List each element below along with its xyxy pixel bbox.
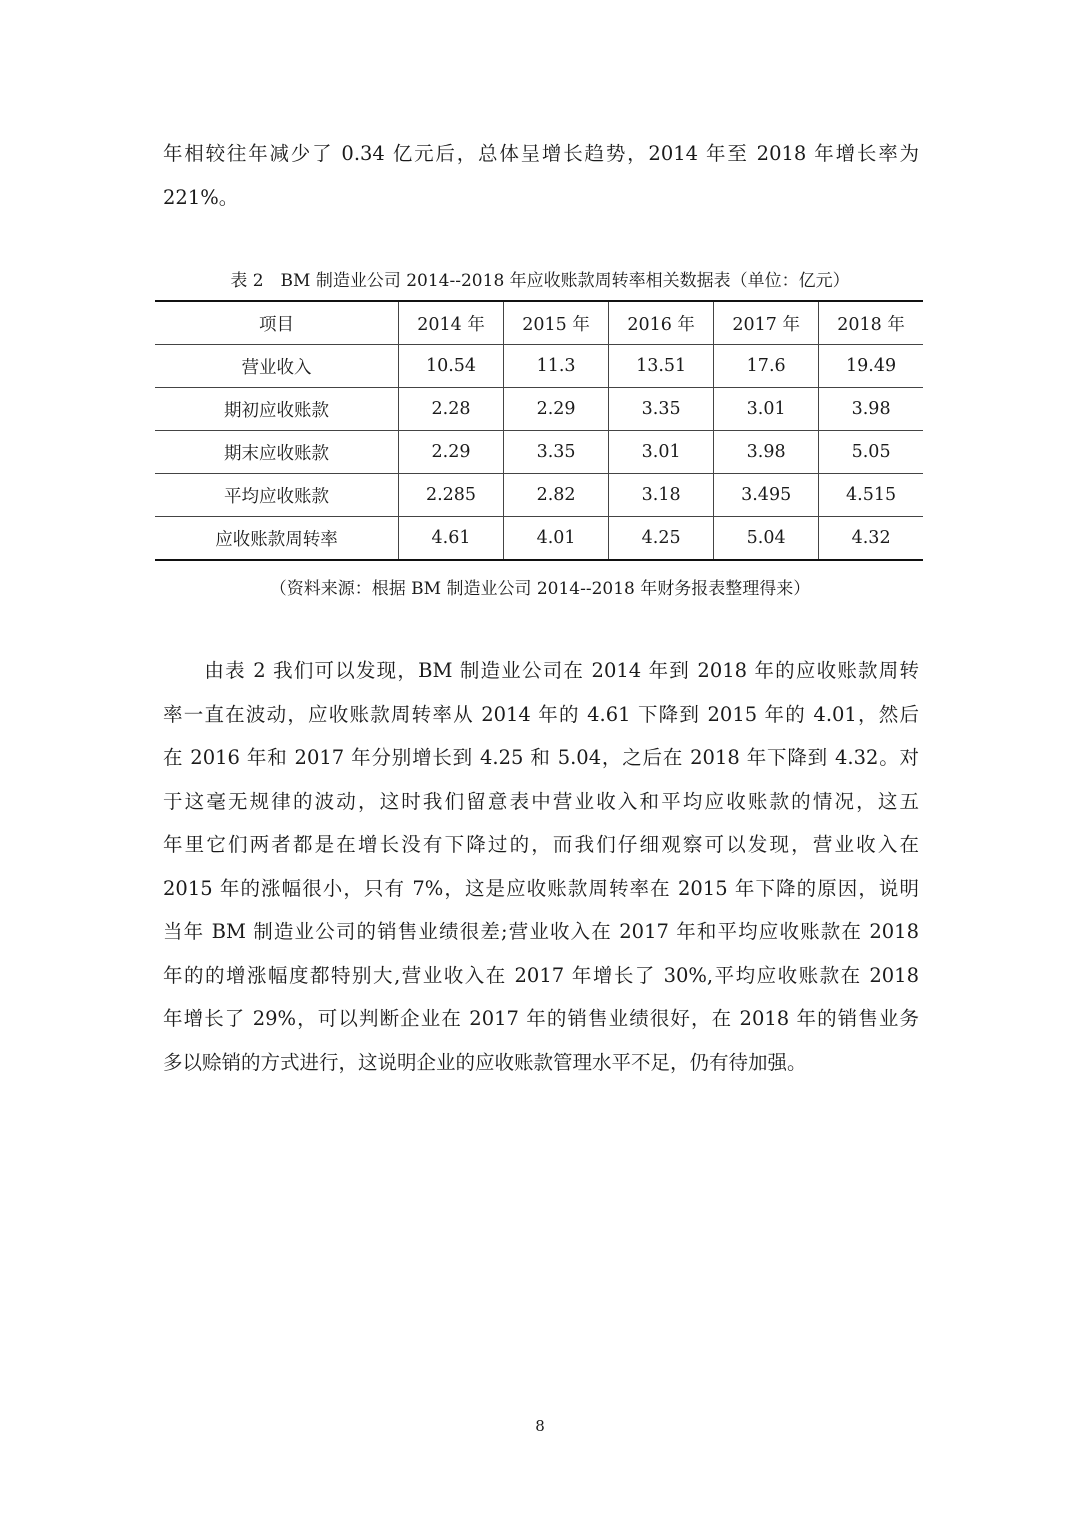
- table-cell: 2.285: [399, 474, 504, 517]
- row-label: 期末应收账款: [155, 431, 399, 474]
- analysis-line: 多以赊销的方式进行，这说明企业的应收账款管理水平不足，仍有待加强。: [163, 1050, 807, 1074]
- analysis-line: 年的的增涨幅度都特别大,营业收入在 2017 年增长了 30%,平均应收账款在 2018: [163, 963, 919, 987]
- table-row-opening-receivables: [155, 388, 923, 431]
- table-cell: 19.49: [819, 345, 923, 388]
- table-cell: 5.04: [714, 517, 819, 561]
- table-cell: 3.495: [714, 474, 819, 517]
- intro-line: 221%。: [163, 185, 239, 209]
- analysis-line: 2015 年的涨幅很小，只有 7%，这是应收账款周转率在 2015 年下降的原因，说明: [163, 876, 919, 900]
- table-source-note: （资料来源：根据 BM 制造业公司 2014--2018 年财务报表整理得来）: [269, 579, 811, 599]
- analysis-line: 年增长了 29%，可以判断企业在 2017 年的销售业绩很好，在 2018 年的销售业务: [163, 1007, 919, 1030]
- table-caption: 表 2 BM 制造业公司 2014--2018 年应收账款周转率相关数据表（单位：亿元）: [230, 271, 850, 291]
- table-cell: 13.51: [609, 345, 714, 388]
- table-cell: 3.35: [504, 431, 609, 474]
- table-row-revenue: [155, 345, 923, 388]
- table-cell: 11.3: [504, 345, 609, 388]
- table-cell: 5.05: [819, 431, 923, 474]
- table-cell: 4.61: [399, 517, 504, 561]
- table-row-closing-receivables: [155, 431, 923, 474]
- table-cell: 17.6: [714, 345, 819, 388]
- row-label: 平均应收账款: [155, 474, 399, 517]
- row-label: 期初应收账款: [155, 388, 399, 431]
- table-row-average-receivables: [155, 474, 923, 517]
- header-item: 项目: [155, 301, 399, 345]
- table-cell: 3.98: [714, 431, 819, 474]
- table-cell: 2.29: [399, 431, 504, 474]
- intro-line: 年相较往年减少了 0.34 亿元后，总体呈增长趋势，2014 年至 2018 年增长率为: [163, 142, 919, 165]
- table-cell: 3.35: [609, 388, 714, 431]
- table-cell: 2.28: [399, 388, 504, 431]
- table-cell: 4.01: [504, 517, 609, 561]
- row-label: 营业收入: [155, 345, 399, 388]
- analysis-line: 当年 BM 制造业公司的销售业绩很差;营业收入在 2017 年和平均应收账款在 2018: [163, 920, 919, 943]
- table-cell: 2.82: [504, 474, 609, 517]
- table-cell: 4.515: [819, 474, 923, 517]
- table-cell: 4.32: [819, 517, 923, 561]
- header-year-2016: 2016 年: [609, 301, 714, 345]
- table-cell: 4.25: [609, 517, 714, 561]
- page-number: 8: [535, 1417, 545, 1435]
- table-cell: 3.18: [609, 474, 714, 517]
- table-row-turnover-rate: [155, 517, 923, 561]
- analysis-line: 年里它们两者都是在增长没有下降过的，而我们仔细观察可以发现，营业收入在: [163, 833, 919, 856]
- header-year-2015: 2015 年: [504, 301, 609, 345]
- intro-paragraph: [163, 132, 919, 219]
- table-cell: 10.54: [399, 345, 504, 388]
- analysis-line: 率一直在波动，应收账款周转率从 2014 年的 4.61 下降到 2015 年的 4.01，然后: [163, 702, 919, 726]
- analysis-line: 于这毫无规律的波动，这时我们留意表中营业收入和平均应收账款的情况，这五: [163, 789, 919, 813]
- header-year-2014: 2014 年: [399, 301, 504, 345]
- table-cell: 3.98: [819, 388, 923, 431]
- analysis-line: 在 2016 年和 2017 年分别增长到 4.25 和 5.04，之后在 2018 年下降到 4.32。对: [163, 746, 919, 769]
- header-year-2018: 2018 年: [819, 301, 923, 345]
- table-header-row: [155, 301, 923, 345]
- table-cell: 3.01: [609, 431, 714, 474]
- analysis-line: 由表 2 我们可以发现，BM 制造业公司在 2014 年到 2018 年的应收账款周转: [163, 659, 919, 682]
- row-label: 应收账款周转率: [155, 517, 399, 561]
- table-cell: 2.29: [504, 388, 609, 431]
- table-cell: 3.01: [714, 388, 819, 431]
- header-year-2017: 2017 年: [714, 301, 819, 345]
- analysis-paragraph: [163, 649, 919, 1084]
- receivables-turnover-table: [155, 300, 923, 561]
